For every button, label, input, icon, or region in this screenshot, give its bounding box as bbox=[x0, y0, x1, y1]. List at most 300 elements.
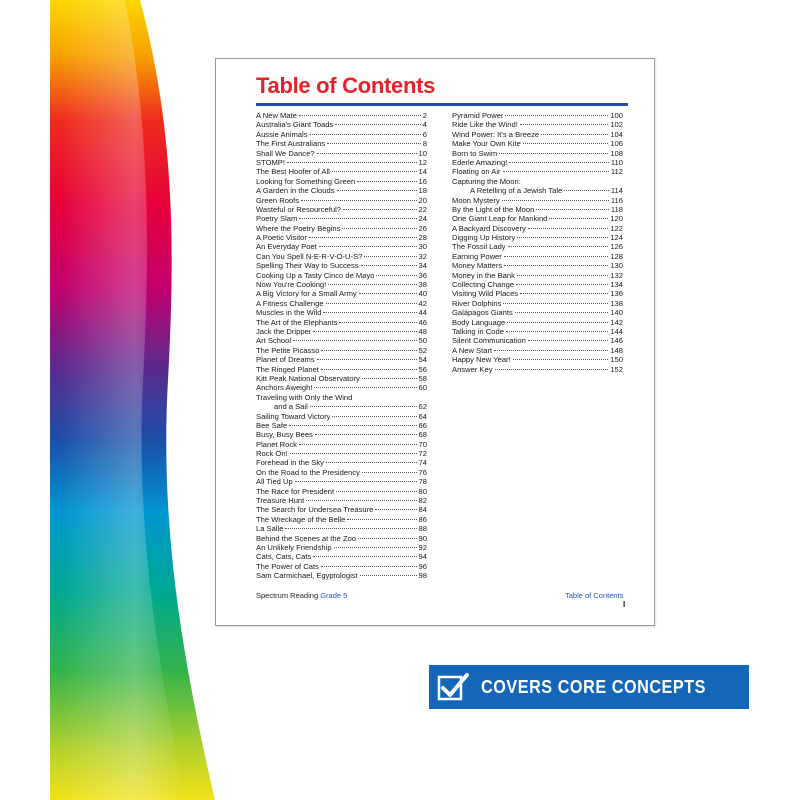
toc-entry bbox=[256, 571, 427, 580]
dot-leader bbox=[362, 378, 417, 379]
dot-leader bbox=[337, 190, 417, 191]
toc-entry bbox=[256, 261, 427, 270]
dot-leader bbox=[321, 350, 416, 351]
toc-entry-title: Green Roofs bbox=[256, 195, 300, 205]
toc-entry bbox=[452, 233, 623, 242]
dot-leader bbox=[520, 124, 608, 125]
toc-entry-title: and a Sail bbox=[274, 402, 308, 412]
dot-leader bbox=[323, 312, 416, 313]
toc-entry-page: 108 bbox=[610, 148, 623, 158]
toc-entry-page: 34 bbox=[418, 261, 427, 271]
toc-entry-page: 128 bbox=[610, 251, 623, 261]
toc-entry-page: 72 bbox=[418, 449, 427, 459]
toc-entry bbox=[452, 120, 623, 129]
toc-entry-title: The Art of the Elephants bbox=[256, 317, 338, 327]
toc-entry-page: 74 bbox=[418, 458, 427, 468]
toc-entry bbox=[256, 149, 427, 158]
toc-entry-title: Cats, Cats, Cats bbox=[256, 552, 312, 562]
toc-entry-page: 56 bbox=[418, 364, 427, 374]
toc-entry-page: 146 bbox=[610, 336, 623, 346]
toc-entry bbox=[256, 271, 427, 280]
book-page bbox=[215, 58, 655, 626]
toc-entry-page: 94 bbox=[418, 552, 427, 562]
toc-entry bbox=[452, 130, 623, 139]
toc-entry bbox=[256, 280, 427, 289]
toc-entry bbox=[452, 365, 623, 374]
dot-leader bbox=[357, 181, 416, 182]
dot-leader bbox=[507, 322, 608, 323]
toc-entry-title: Traveling with Only the Wind bbox=[256, 392, 353, 402]
dot-leader bbox=[541, 134, 608, 135]
dot-leader bbox=[285, 528, 416, 529]
toc-entry-page: 148 bbox=[610, 345, 623, 355]
toc-entry-title: Where the Poetry Begins bbox=[256, 223, 341, 233]
dot-leader bbox=[513, 359, 609, 360]
dot-leader bbox=[375, 509, 416, 510]
dot-leader bbox=[315, 434, 417, 435]
toc-entry-title: Shall We Dance? bbox=[256, 148, 315, 158]
toc-entry bbox=[452, 242, 623, 251]
toc-entry bbox=[256, 167, 427, 176]
toc-entry-page: 38 bbox=[418, 280, 427, 290]
toc-entry-title: Planet Rock bbox=[256, 439, 297, 449]
toc-entry bbox=[256, 158, 427, 167]
toc-entry-page: 106 bbox=[610, 139, 623, 149]
dot-leader bbox=[364, 256, 416, 257]
toc-entry bbox=[256, 374, 427, 383]
toc-entry-title: Galápagos Giants bbox=[452, 308, 513, 318]
page-title: Table of Contents bbox=[256, 73, 436, 98]
toc-entry-page: 16 bbox=[418, 176, 427, 186]
toc-entry-page: 76 bbox=[418, 467, 427, 477]
toc-entry-title: Capturing the Moon: bbox=[452, 176, 521, 186]
dot-leader bbox=[509, 162, 609, 163]
toc-entry bbox=[452, 252, 623, 261]
toc-entry-page: 122 bbox=[610, 223, 623, 233]
dot-leader bbox=[313, 331, 416, 332]
toc-entry bbox=[256, 393, 427, 402]
toc-entry-page: 104 bbox=[610, 129, 623, 139]
toc-entry-title: Happy New Year! bbox=[452, 355, 511, 365]
dot-leader bbox=[495, 369, 609, 370]
toc-entry bbox=[256, 355, 427, 364]
toc-entry-title: Money in the Bank bbox=[452, 270, 515, 280]
dot-leader bbox=[287, 162, 417, 163]
toc-entry-page: 58 bbox=[418, 373, 427, 383]
dot-leader bbox=[299, 115, 421, 116]
toc-entry-title: Can You Spell N-E-R-V-O-U-S? bbox=[256, 251, 363, 261]
toc-left-column bbox=[256, 111, 427, 581]
toc-entry-page: 18 bbox=[418, 186, 427, 196]
toc-entry-title: Kitt Peak National Observatory bbox=[256, 373, 360, 383]
toc-entry bbox=[256, 327, 427, 336]
toc-entry-page: 90 bbox=[418, 533, 427, 543]
toc-entry-page: 68 bbox=[418, 430, 427, 440]
toc-entry bbox=[452, 158, 623, 167]
toc-entry-title: River Dolphins bbox=[452, 298, 502, 308]
toc-entry-page: 150 bbox=[610, 355, 623, 365]
toc-entry-page: 24 bbox=[418, 214, 427, 224]
dot-leader bbox=[515, 312, 609, 313]
toc-entry-title: Floating on Air bbox=[452, 167, 501, 177]
toc-entry-title: La Salle bbox=[256, 524, 284, 534]
dot-leader bbox=[506, 331, 608, 332]
toc-entry bbox=[256, 196, 427, 205]
toc-entry bbox=[256, 299, 427, 308]
toc-entry-page: 132 bbox=[610, 270, 623, 280]
toc-entry-page: 88 bbox=[418, 524, 427, 534]
toc-entry bbox=[256, 449, 427, 458]
footer-grade: Grade 5 bbox=[320, 591, 348, 600]
toc-entry bbox=[452, 167, 623, 176]
dot-leader bbox=[508, 246, 609, 247]
toc-entry-title: Earning Power bbox=[452, 251, 502, 261]
dot-leader bbox=[528, 228, 608, 229]
dot-leader bbox=[358, 538, 416, 539]
toc-entry bbox=[452, 346, 623, 355]
toc-entry bbox=[256, 308, 427, 317]
toc-entry bbox=[256, 233, 427, 242]
toc-entry-title: One Giant Leap for Mankind bbox=[452, 214, 548, 224]
dot-leader bbox=[327, 143, 421, 144]
dot-leader bbox=[326, 462, 417, 463]
toc-entry-title: Aussie Animals bbox=[256, 129, 308, 139]
toc-entry-page: 100 bbox=[610, 111, 623, 120]
toc-entry bbox=[452, 308, 623, 317]
toc-entry-title: Digging Up History bbox=[452, 233, 516, 243]
toc-entry bbox=[452, 318, 623, 327]
toc-entry-page: 144 bbox=[610, 326, 623, 336]
toc-entry-page: 6 bbox=[422, 129, 427, 139]
toc-entry-page: 140 bbox=[610, 308, 623, 318]
toc-entry-title: The Ringed Planet bbox=[256, 364, 319, 374]
toc-entry-title: Art School bbox=[256, 336, 292, 346]
toc-entry bbox=[452, 186, 623, 195]
toc-entry-title: A Fitness Challenge bbox=[256, 298, 324, 308]
toc-entry bbox=[256, 318, 427, 327]
dot-leader bbox=[516, 284, 608, 285]
toc-entry-title: Rock On! bbox=[256, 449, 288, 459]
covers-core-concepts-banner bbox=[429, 665, 749, 709]
toc-entry-title: Busy, Busy Bees bbox=[256, 430, 313, 440]
toc-entry-page: 130 bbox=[610, 261, 623, 271]
toc-entry bbox=[452, 289, 623, 298]
toc-entry bbox=[452, 327, 623, 336]
dot-leader bbox=[494, 350, 608, 351]
toc-entry-page: 86 bbox=[418, 514, 427, 524]
toc-entry-page: 98 bbox=[418, 571, 427, 581]
toc-entry bbox=[256, 111, 427, 120]
dot-leader bbox=[310, 134, 421, 135]
toc-entry-title: The First Australians bbox=[256, 139, 326, 149]
footer-left bbox=[256, 591, 347, 600]
toc-entry-title: A Backyard Discovery bbox=[452, 223, 526, 233]
toc-entry-page: 2 bbox=[422, 111, 427, 120]
toc-entry-page: 126 bbox=[610, 242, 623, 252]
dot-leader bbox=[295, 481, 417, 482]
toc-entry-page: 142 bbox=[610, 317, 623, 327]
toc-entry-page: 70 bbox=[418, 439, 427, 449]
toc-entry-page: 114 bbox=[610, 186, 623, 196]
toc-entry-title: A New Mate bbox=[256, 111, 297, 120]
toc-entry-page: 82 bbox=[418, 496, 427, 506]
dot-leader bbox=[517, 275, 608, 276]
toc-entry bbox=[256, 242, 427, 251]
dot-leader bbox=[549, 218, 608, 219]
toc-entry bbox=[452, 336, 623, 345]
dot-leader bbox=[293, 340, 417, 341]
toc-entry-title: Visiting Wild Places bbox=[452, 289, 519, 299]
footer-series: Spectrum Reading bbox=[256, 591, 319, 600]
dot-leader bbox=[289, 425, 416, 426]
toc-entry-page: 52 bbox=[418, 345, 427, 355]
toc-entry-page: 12 bbox=[418, 157, 427, 167]
dot-leader bbox=[326, 303, 417, 304]
dot-leader bbox=[503, 303, 608, 304]
toc-entry-page: 102 bbox=[610, 120, 623, 130]
toc-entry-title: Silent Communication bbox=[452, 336, 526, 346]
toc-entry-title: Collecting Change bbox=[452, 280, 515, 290]
toc-entry-title: Jack the Dripper bbox=[256, 326, 312, 336]
toc-entry-title: Bee Safe bbox=[256, 420, 288, 430]
toc-entry-title: A Poetic Visitor bbox=[256, 233, 307, 243]
toc-entry-title: Body Language bbox=[452, 317, 506, 327]
toc-entry-page: 60 bbox=[418, 383, 427, 393]
toc-entry-title: Muscles in the Wild bbox=[256, 308, 322, 318]
toc-entry-title: Poetry Slam bbox=[256, 214, 298, 224]
toc-entry bbox=[256, 477, 427, 486]
toc-entry bbox=[256, 534, 427, 543]
dot-leader bbox=[343, 209, 417, 210]
toc-entry-page: 26 bbox=[418, 223, 427, 233]
toc-entry bbox=[452, 271, 623, 280]
toc-entry-page: 36 bbox=[418, 270, 427, 280]
page-number: I bbox=[623, 600, 626, 609]
toc-entry bbox=[256, 505, 427, 514]
toc-entry-title: Pyramid Power bbox=[452, 111, 504, 120]
toc-entry-page: 62 bbox=[418, 402, 427, 412]
dot-leader bbox=[520, 293, 608, 294]
dot-leader bbox=[376, 275, 416, 276]
toc-entry bbox=[452, 205, 623, 214]
toc-entry-title: The Fossil Lady bbox=[452, 242, 506, 252]
toc-entry-page: 84 bbox=[418, 505, 427, 515]
toc-entry-title: Australia's Giant Toads bbox=[256, 120, 334, 130]
toc-entry-title: Sam Carmichael, Egyptologist bbox=[256, 571, 358, 581]
dot-leader bbox=[309, 237, 417, 238]
dot-leader bbox=[361, 265, 417, 266]
toc-entry-page: 92 bbox=[418, 542, 427, 552]
toc-entry-title: Moon Mystery bbox=[452, 195, 500, 205]
toc-entry-page: 28 bbox=[418, 233, 427, 243]
dot-leader bbox=[517, 237, 608, 238]
toc-entry bbox=[452, 280, 623, 289]
toc-entry-page: 40 bbox=[418, 289, 427, 299]
toc-entry bbox=[452, 299, 623, 308]
dot-leader bbox=[328, 284, 416, 285]
toc-entry-title: Spelling Their Way to Success bbox=[256, 261, 359, 271]
toc-entry-title: A Garden in the Clouds bbox=[256, 186, 335, 196]
toc-entry-title: Planet of Dreams bbox=[256, 355, 315, 365]
toc-entry-page: 20 bbox=[418, 195, 427, 205]
dot-leader bbox=[319, 246, 417, 247]
toc-entry bbox=[256, 412, 427, 421]
toc-entry-title: An Unlikely Friendship bbox=[256, 542, 332, 552]
toc-entry bbox=[452, 149, 623, 158]
toc-entry bbox=[256, 214, 427, 223]
dot-leader bbox=[306, 500, 416, 501]
title-underline bbox=[256, 103, 628, 106]
dot-leader bbox=[335, 124, 420, 125]
toc-entry-title: Anchors Aweigh! bbox=[256, 383, 313, 393]
toc-entry-page: 14 bbox=[418, 167, 427, 177]
toc-entry bbox=[256, 421, 427, 430]
toc-entry-title: Money Matters bbox=[452, 261, 503, 271]
toc-entry-page: 30 bbox=[418, 242, 427, 252]
dot-leader bbox=[342, 228, 416, 229]
toc-entry-title: On the Road to the Presidency bbox=[256, 467, 360, 477]
toc-entry-page: 134 bbox=[610, 280, 623, 290]
toc-entry-page: 42 bbox=[418, 298, 427, 308]
toc-entry-title: All Tied Up bbox=[256, 477, 293, 487]
toc-entry bbox=[452, 261, 623, 270]
toc-entry-page: 96 bbox=[418, 561, 427, 571]
toc-entry-page: 32 bbox=[418, 251, 427, 261]
toc-entry bbox=[452, 111, 623, 120]
toc-entry bbox=[256, 543, 427, 552]
toc-entry bbox=[256, 186, 427, 195]
toc-entry-title: Forehead in the Sky bbox=[256, 458, 324, 468]
dot-leader bbox=[362, 472, 417, 473]
toc-entry-title: Cooking Up a Tasty Cinco de Mayo bbox=[256, 270, 375, 280]
dot-leader bbox=[301, 200, 416, 201]
toc-entry bbox=[256, 205, 427, 214]
toc-entry-title: Ride Like the Wind! bbox=[452, 120, 518, 130]
dot-leader bbox=[504, 256, 609, 257]
dot-leader bbox=[317, 359, 417, 360]
toc-entry-title: Treasure Hunt bbox=[256, 496, 305, 506]
banner-text: COVERS CORE CONCEPTS bbox=[481, 676, 707, 697]
toc-entry-title: Answer Key bbox=[452, 364, 493, 374]
dot-leader bbox=[504, 265, 608, 266]
toc-entry-page: 136 bbox=[610, 289, 623, 299]
dot-leader bbox=[502, 200, 609, 201]
toc-entry-page: 10 bbox=[418, 148, 427, 158]
toc-entry bbox=[256, 440, 427, 449]
toc-entry bbox=[256, 365, 427, 374]
dot-leader bbox=[339, 322, 416, 323]
toc-entry-page: 124 bbox=[610, 233, 623, 243]
toc-entry-title: The Race for President bbox=[256, 486, 335, 496]
dot-leader bbox=[321, 369, 417, 370]
toc-entry-page: 46 bbox=[418, 317, 427, 327]
toc-entry-title: The Petite Picasso bbox=[256, 345, 320, 355]
toc-entry bbox=[452, 214, 623, 223]
toc-entry-title: Sailing Toward Victory bbox=[256, 411, 331, 421]
toc-entry-title: Ederle Amazing! bbox=[452, 157, 508, 167]
toc-entry-page: 78 bbox=[418, 477, 427, 487]
dot-leader bbox=[313, 556, 416, 557]
dot-leader bbox=[336, 491, 416, 492]
toc-entry bbox=[256, 177, 427, 186]
toc-entry bbox=[256, 402, 427, 411]
toc-entry-title: Now You're Cooking! bbox=[256, 280, 327, 290]
dot-leader bbox=[332, 416, 416, 417]
checkmark-icon bbox=[437, 673, 469, 701]
toc-entry bbox=[256, 346, 427, 355]
toc-entry-page: 50 bbox=[418, 336, 427, 346]
toc-entry bbox=[452, 196, 623, 205]
dot-leader bbox=[360, 575, 417, 576]
toc-entry-title: A Big Victory for a Small Army bbox=[256, 289, 357, 299]
toc-entry-page: 48 bbox=[418, 326, 427, 336]
toc-entry bbox=[452, 355, 623, 364]
dot-leader bbox=[314, 387, 416, 388]
toc-entry-title: Wasteful or Resourceful? bbox=[256, 204, 341, 214]
dot-leader bbox=[290, 453, 417, 454]
toc-entry-page: 8 bbox=[422, 139, 427, 149]
dot-leader bbox=[347, 519, 416, 520]
toc-entry bbox=[256, 130, 427, 139]
toc-entry bbox=[256, 515, 427, 524]
footer-section: Table of Contents bbox=[565, 591, 624, 600]
toc-entry-page: 80 bbox=[418, 486, 427, 496]
dot-leader bbox=[299, 218, 416, 219]
toc-entry-page: 54 bbox=[418, 355, 427, 365]
toc-entry-page: 118 bbox=[610, 204, 623, 214]
toc-entry bbox=[256, 458, 427, 467]
toc-entry bbox=[256, 289, 427, 298]
dot-leader bbox=[499, 153, 608, 154]
dot-leader bbox=[334, 547, 417, 548]
toc-entry-page: 138 bbox=[610, 298, 623, 308]
toc-entry-page: 116 bbox=[610, 195, 623, 205]
toc-entry-page: 22 bbox=[418, 204, 427, 214]
toc-entry-title: A New Start bbox=[452, 345, 493, 355]
dot-leader bbox=[317, 153, 417, 154]
toc-entry-page: 110 bbox=[610, 157, 623, 167]
dot-leader bbox=[523, 143, 609, 144]
dot-leader bbox=[505, 115, 608, 116]
dot-leader bbox=[564, 190, 609, 191]
toc-entry-title: An Everyday Poet bbox=[256, 242, 317, 252]
toc-entry bbox=[256, 139, 427, 148]
toc-entry-title: Wind Power: It's a Breeze bbox=[452, 129, 540, 139]
toc-entry-title: Talking in Code bbox=[452, 326, 504, 336]
toc-entry-title: STOMP! bbox=[256, 157, 285, 167]
toc-entry-page: 112 bbox=[610, 167, 623, 177]
toc-entry-page: 152 bbox=[610, 364, 623, 374]
toc-entry-page: 44 bbox=[418, 308, 427, 318]
toc-entry bbox=[452, 177, 623, 186]
dot-leader bbox=[528, 340, 608, 341]
toc-entry bbox=[256, 252, 427, 261]
toc-entry-title: The Search for Undersea Treasure bbox=[256, 505, 374, 515]
toc-entry bbox=[256, 487, 427, 496]
toc-entry-title: The Wreckage of the Belle bbox=[256, 514, 346, 524]
toc-entry bbox=[256, 120, 427, 129]
toc-entry bbox=[256, 496, 427, 505]
dot-leader bbox=[321, 566, 417, 567]
toc-entry-title: By the Light of the Moon bbox=[452, 204, 535, 214]
toc-entry-page: 64 bbox=[418, 411, 427, 421]
toc-entry bbox=[256, 524, 427, 533]
toc-entry bbox=[452, 139, 623, 148]
toc-right-column bbox=[452, 111, 623, 374]
toc-entry bbox=[256, 383, 427, 392]
toc-entry bbox=[256, 430, 427, 439]
toc-entry bbox=[256, 552, 427, 561]
